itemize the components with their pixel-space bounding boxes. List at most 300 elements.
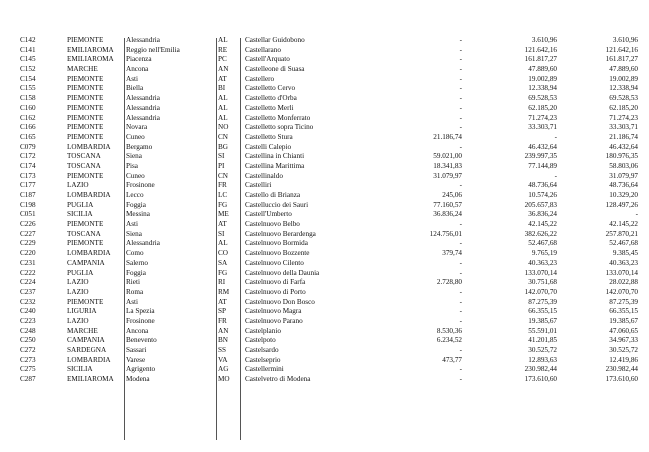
province-code-cell: BG — [218, 142, 228, 151]
value-1-cell: - — [459, 287, 462, 296]
value-2-cell: 66.355,15 — [528, 307, 557, 316]
region-cell: PIEMONTE — [67, 239, 104, 248]
value-3-cell: 180.976,35 — [605, 152, 638, 161]
region-cell: EMILIAROMA — [67, 45, 114, 54]
istat-code-cell: C226 — [20, 220, 36, 229]
istat-code-cell: C287 — [20, 375, 36, 384]
province-cell: Siena — [126, 152, 142, 161]
municipality-cell: Castelletto Stura — [245, 132, 293, 141]
province-code-cell: AG — [218, 365, 229, 374]
istat-code-cell: C173 — [20, 171, 36, 180]
region-cell: CAMPANIA — [67, 336, 105, 345]
value-2-cell: 173.610,60 — [524, 375, 557, 384]
province-cell: Varese — [126, 355, 146, 364]
value-3-cell: 21.186,74 — [609, 132, 638, 141]
table-row — [0, 375, 649, 385]
table-row — [0, 65, 649, 75]
table-row — [0, 210, 649, 220]
value-2-cell: 77.144,89 — [528, 161, 557, 170]
value-1-cell: - — [459, 181, 462, 190]
municipality-cell: Castelliri — [245, 181, 272, 190]
province-cell: Siena — [126, 229, 142, 238]
value-1-cell: - — [459, 142, 462, 151]
istat-code-cell: C275 — [20, 365, 36, 374]
province-cell: Foggia — [126, 268, 146, 277]
municipality-cell: Castelnuovo Parano — [245, 316, 303, 325]
province-code-cell: BN — [218, 336, 228, 345]
province-code-cell: SS — [218, 346, 226, 354]
value-3-cell: 30.525,72 — [609, 346, 638, 354]
region-cell: LOMBARDIA — [67, 249, 111, 258]
istat-code-cell: C220 — [20, 249, 36, 258]
value-3-cell: 142.070,70 — [605, 287, 638, 296]
region-cell: PUGLIA — [67, 268, 94, 277]
value-2-cell: 41.201,85 — [528, 336, 557, 345]
province-cell: La Spezia — [126, 307, 155, 316]
province-cell: Reggio nell'Emilia — [126, 45, 180, 54]
istat-code-cell: C145 — [20, 55, 36, 64]
municipality-cell: Castelnuovo Belbo — [245, 220, 300, 229]
table-row — [0, 249, 649, 259]
municipality-cell: Castelletto d'Orba — [245, 94, 297, 103]
municipality-cell: Castelletto Merli — [245, 103, 294, 112]
table-row — [0, 259, 649, 269]
region-cell: MARCHE — [67, 65, 98, 74]
municipality-cell: Castelnuovo Don Bosco — [245, 297, 315, 306]
province-cell: Ancona — [126, 326, 149, 335]
istat-code-cell: C051 — [20, 210, 36, 219]
region-cell: MARCHE — [67, 326, 98, 335]
municipality-cell: Castell'Umberto — [245, 210, 292, 219]
value-3-cell: 10.329,20 — [609, 191, 638, 199]
value-1-cell: 8.530,36 — [436, 326, 462, 335]
istat-code-cell: C198 — [20, 200, 36, 209]
value-2-cell: 40.363,23 — [528, 258, 557, 267]
value-2-cell: 239.997,35 — [524, 152, 557, 161]
province-code-cell: FG — [218, 268, 228, 277]
value-3-cell: 52.467,68 — [609, 239, 638, 248]
value-3-cell: 9.385,45 — [612, 249, 638, 258]
province-code-cell: CN — [218, 171, 228, 180]
province-code-cell: AT — [218, 297, 227, 306]
table-row — [0, 114, 649, 124]
table-row — [0, 365, 649, 375]
province-cell: Biella — [126, 84, 144, 93]
municipality-cell: Castellarano — [245, 45, 281, 54]
table-row — [0, 181, 649, 191]
region-cell: LOMBARDIA — [67, 355, 111, 364]
province-code-cell: CN — [218, 132, 228, 141]
table-row — [0, 143, 649, 153]
value-1-cell: - — [459, 375, 462, 384]
value-3-cell: 47.060,65 — [609, 326, 638, 335]
istat-code-cell: C232 — [20, 297, 36, 306]
region-cell: PIEMONTE — [67, 171, 104, 180]
istat-code-cell: C154 — [20, 74, 36, 83]
value-2-cell: 142.070,70 — [524, 287, 557, 296]
istat-code-cell: C155 — [20, 84, 36, 93]
table-row — [0, 230, 649, 240]
province-cell: Roma — [126, 287, 144, 296]
value-1-cell: - — [459, 55, 462, 64]
value-1-cell: 6.234,52 — [436, 336, 462, 345]
province-code-cell: RI — [218, 278, 226, 287]
municipality-cell: Castelnuovo di Farfa — [245, 278, 306, 287]
municipality-cell: Castelsardo — [245, 346, 279, 354]
value-3-cell: 19.385,67 — [609, 316, 638, 325]
province-cell: Salerno — [126, 258, 148, 267]
table-row — [0, 336, 649, 346]
value-1-cell: - — [459, 74, 462, 83]
table-row — [0, 133, 649, 143]
table-row — [0, 220, 649, 230]
value-3-cell: 12.338,94 — [609, 84, 638, 93]
table-row — [0, 356, 649, 366]
municipality-cell: Castelleone di Suasa — [245, 65, 305, 74]
municipality-cell: Castelletto sopra Ticino — [245, 123, 314, 132]
region-cell: LIGURIA — [67, 307, 97, 316]
province-cell: Lecco — [126, 191, 144, 199]
province-cell: Benevento — [126, 336, 157, 345]
region-cell: PIEMONTE — [67, 74, 104, 83]
value-2-cell: 36.836,24 — [528, 210, 557, 219]
value-3-cell: 46.432,64 — [609, 142, 638, 151]
province-cell: Frosinone — [126, 181, 155, 190]
region-cell: PIEMONTE — [67, 84, 104, 93]
municipality-cell: Castelnuovo Magra — [245, 307, 302, 316]
province-cell: Frosinone — [126, 316, 155, 325]
province-code-cell: LC — [218, 191, 228, 199]
istat-code-cell: C227 — [20, 229, 36, 238]
province-cell: Asti — [126, 220, 138, 229]
value-1-cell: 31.079,97 — [433, 171, 462, 180]
value-3-cell: 31.079,97 — [609, 171, 638, 180]
value-3-cell: 128.497,26 — [605, 200, 638, 209]
province-code-cell: AL — [218, 239, 228, 248]
value-1-cell: - — [459, 220, 462, 229]
value-3-cell: 66.355,15 — [609, 307, 638, 316]
value-1-cell: 473,77 — [442, 355, 462, 364]
province-cell: Como — [126, 249, 144, 258]
province-cell: Alessandria — [126, 103, 160, 112]
municipality-cell: Castelnuovo Bozzente — [245, 249, 310, 258]
value-3-cell: 34.967,33 — [609, 336, 638, 345]
istat-code-cell: C152 — [20, 65, 36, 74]
province-code-cell: AT — [218, 74, 227, 83]
value-2-cell: 42.145,22 — [528, 220, 557, 229]
table-row — [0, 307, 649, 317]
value-2-cell: 3.610,96 — [531, 36, 557, 44]
value-3-cell: 28.022,88 — [609, 278, 638, 287]
province-cell: Agrigento — [126, 365, 156, 374]
value-1-cell: - — [459, 113, 462, 122]
municipality-cell: Castello di Brianza — [245, 191, 301, 199]
istat-code-cell: C272 — [20, 346, 36, 354]
value-3-cell: 33.303,71 — [609, 123, 638, 132]
table-row — [0, 172, 649, 182]
region-cell: PIEMONTE — [67, 123, 104, 132]
province-cell: Asti — [126, 74, 138, 83]
value-1-cell: - — [459, 103, 462, 112]
value-3-cell: 3.610,96 — [612, 36, 638, 44]
table-row — [0, 288, 649, 298]
value-2-cell: 30.751,68 — [528, 278, 557, 287]
value-2-cell: 230.982,44 — [524, 365, 557, 374]
table-row — [0, 55, 649, 65]
value-2-cell: 121.642,16 — [524, 45, 557, 54]
province-code-cell: AN — [218, 65, 229, 74]
value-1-cell: - — [459, 123, 462, 132]
value-2-cell: 47.889,60 — [528, 65, 557, 74]
province-cell: Sassari — [126, 346, 147, 354]
value-2-cell: - — [554, 132, 557, 141]
value-2-cell: 55.591,01 — [528, 326, 557, 335]
region-cell: TOSCANA — [67, 161, 101, 170]
region-cell: LOMBARDIA — [67, 191, 111, 199]
province-cell: Piacenza — [126, 55, 152, 64]
value-1-cell: 59.021,00 — [433, 152, 462, 161]
province-cell: Messina — [126, 210, 150, 219]
table-row — [0, 327, 649, 337]
municipality-cell: Castelseprio — [245, 355, 281, 364]
value-2-cell: 48.736,64 — [528, 181, 557, 190]
region-cell: PIEMONTE — [67, 297, 104, 306]
table-row — [0, 346, 649, 356]
region-cell: SICILIA — [67, 210, 93, 219]
value-1-cell: - — [459, 65, 462, 74]
value-1-cell: - — [459, 36, 462, 44]
value-1-cell: - — [459, 94, 462, 103]
municipality-cell: Castelli Calepio — [245, 142, 292, 151]
province-code-cell: AT — [218, 220, 227, 229]
value-1-cell: 36.836,24 — [433, 210, 462, 219]
province-code-cell: SI — [218, 229, 225, 238]
value-3-cell: 121.642,16 — [605, 45, 638, 54]
istat-code-cell: C141 — [20, 45, 36, 54]
value-3-cell: 62.185,20 — [609, 103, 638, 112]
municipality-cell: Castell'Arquato — [245, 55, 290, 64]
province-code-cell: AL — [218, 113, 228, 122]
province-cell: Rieti — [126, 278, 140, 287]
istat-code-cell: C248 — [20, 326, 36, 335]
province-cell: Alessandria — [126, 94, 160, 103]
value-1-cell: - — [459, 365, 462, 374]
value-3-cell: 71.274,23 — [609, 113, 638, 122]
istat-code-cell: C223 — [20, 316, 36, 325]
province-cell: Asti — [126, 297, 138, 306]
value-1-cell: - — [459, 297, 462, 306]
istat-code-cell: C240 — [20, 307, 36, 316]
value-2-cell: 19.002,89 — [528, 74, 557, 83]
value-2-cell: 71.274,23 — [528, 113, 557, 122]
region-cell: CAMPANIA — [67, 258, 105, 267]
table-row — [0, 84, 649, 94]
value-3-cell: 42.145,22 — [609, 220, 638, 229]
value-1-cell: 18.341,83 — [433, 161, 462, 170]
istat-code-cell: C222 — [20, 268, 36, 277]
region-cell: TOSCANA — [67, 229, 101, 238]
value-2-cell: 382.626,22 — [524, 229, 557, 238]
value-1-cell: - — [459, 45, 462, 54]
municipality-cell: Castelnuovo Bormida — [245, 239, 308, 248]
table-row — [0, 75, 649, 85]
value-1-cell: - — [459, 268, 462, 277]
province-code-cell: FG — [218, 200, 228, 209]
province-code-cell: NO — [218, 123, 229, 132]
value-1-cell: 124.756,01 — [429, 229, 462, 238]
istat-code-cell: C174 — [20, 161, 36, 170]
province-cell: Novara — [126, 123, 148, 132]
province-code-cell: PC — [218, 55, 227, 64]
value-2-cell: 46.432,64 — [528, 142, 557, 151]
istat-code-cell: C237 — [20, 287, 36, 296]
region-cell: PUGLIA — [67, 200, 94, 209]
value-1-cell: 245,06 — [442, 191, 462, 199]
value-3-cell: 161.817,27 — [605, 55, 638, 64]
table-row — [0, 269, 649, 279]
municipality-cell: Castelplanio — [245, 326, 281, 335]
value-3-cell: 19.002,89 — [609, 74, 638, 83]
municipality-cell: Castellina in Chianti — [245, 152, 305, 161]
value-1-cell: 379,74 — [442, 249, 462, 258]
istat-code-cell: C162 — [20, 113, 36, 122]
province-cell: Alessandria — [126, 239, 160, 248]
value-2-cell: 133.070,14 — [524, 268, 557, 277]
table-row — [0, 46, 649, 56]
value-2-cell: 161.817,27 — [524, 55, 557, 64]
province-cell: Ancona — [126, 65, 149, 74]
value-3-cell: 257.870,21 — [605, 229, 638, 238]
municipality-cell: Castelnuovo Cilento — [245, 258, 304, 267]
value-3-cell: 173.610,60 — [605, 375, 638, 384]
value-3-cell: 40.363,23 — [609, 258, 638, 267]
value-2-cell: 62.185,20 — [528, 103, 557, 112]
province-code-cell: MO — [218, 375, 230, 384]
municipality-cell: Castelletto Monferrato — [245, 113, 311, 122]
istat-code-cell: C142 — [20, 36, 36, 44]
value-2-cell: 69.528,53 — [528, 94, 557, 103]
table-row — [0, 239, 649, 249]
province-code-cell: BI — [218, 84, 226, 93]
istat-code-cell: C172 — [20, 152, 36, 161]
municipality-cell: Castelnuovo di Porto — [245, 287, 306, 296]
province-code-cell: SI — [218, 152, 225, 161]
value-1-cell: - — [459, 239, 462, 248]
value-2-cell: 52.467,68 — [528, 239, 557, 248]
table-row — [0, 94, 649, 104]
province-cell: Cuneo — [126, 132, 145, 141]
value-3-cell: - — [635, 210, 638, 219]
municipality-cell: Castellinaldo — [245, 171, 283, 180]
value-1-cell: - — [459, 316, 462, 325]
province-cell: Cuneo — [126, 171, 145, 180]
region-cell: PIEMONTE — [67, 103, 104, 112]
municipality-cell: Castelnuovo Berardenga — [245, 229, 316, 238]
istat-code-cell: C273 — [20, 355, 36, 364]
municipality-cell: Castelluccio dei Sauri — [245, 200, 309, 209]
region-cell: LAZIO — [67, 287, 89, 296]
region-cell: EMILIAROMA — [67, 55, 114, 64]
table-row — [0, 278, 649, 288]
region-cell: PIEMONTE — [67, 113, 104, 122]
table-row — [0, 104, 649, 114]
province-code-cell: VA — [218, 355, 228, 364]
istat-code-cell: C160 — [20, 103, 36, 112]
province-code-cell: AL — [218, 36, 228, 44]
table-row — [0, 191, 649, 201]
value-2-cell: 30.525,72 — [528, 346, 557, 354]
value-1-cell: - — [459, 258, 462, 267]
istat-code-cell: C229 — [20, 239, 36, 248]
value-1-cell: - — [459, 307, 462, 316]
region-cell: SARDEGNA — [67, 346, 107, 354]
value-2-cell: 9.765,19 — [531, 249, 557, 258]
istat-code-cell: C224 — [20, 278, 36, 287]
municipality-cell: Castelnuovo della Daunia — [245, 268, 320, 277]
province-code-cell: SA — [218, 258, 228, 267]
istat-code-cell: C231 — [20, 258, 36, 267]
region-cell: LAZIO — [67, 278, 89, 287]
value-3-cell: 48.736,64 — [609, 181, 638, 190]
value-1-cell: 21.186,74 — [433, 132, 462, 141]
province-code-cell: PI — [218, 161, 225, 170]
province-cell: Pisa — [126, 161, 138, 170]
value-1-cell: - — [459, 346, 462, 354]
region-cell: PIEMONTE — [67, 132, 104, 141]
province-code-cell: CO — [218, 249, 228, 258]
region-cell: LAZIO — [67, 181, 89, 190]
istat-code-cell: C079 — [20, 142, 36, 151]
region-cell: PIEMONTE — [67, 36, 104, 44]
table-row — [0, 152, 649, 162]
province-code-cell: RE — [218, 45, 228, 54]
value-2-cell: 205.657,83 — [524, 200, 557, 209]
province-code-cell: SP — [218, 307, 226, 316]
value-2-cell: 10.574,26 — [528, 191, 557, 199]
istat-code-cell: C165 — [20, 132, 36, 141]
region-cell: SICILIA — [67, 365, 93, 374]
province-code-cell: FR — [218, 181, 227, 190]
region-cell: LOMBARDIA — [67, 142, 111, 151]
province-cell: Alessandria — [126, 113, 160, 122]
municipality-cell: Castellermini — [245, 365, 284, 374]
istat-code-cell: C250 — [20, 336, 36, 345]
table-row — [0, 162, 649, 172]
municipality-cell: Castellar Guidobono — [245, 36, 305, 44]
value-2-cell: 19.385,67 — [528, 316, 557, 325]
value-2-cell: 33.303,71 — [528, 123, 557, 132]
value-1-cell: 77.160,57 — [433, 200, 462, 209]
province-code-cell: FR — [218, 316, 227, 325]
province-code-cell: AL — [218, 94, 228, 103]
table-row — [0, 201, 649, 211]
municipality-cell: Castelpoto — [245, 336, 276, 345]
istat-code-cell: C158 — [20, 94, 36, 103]
province-cell: Foggia — [126, 200, 146, 209]
table-row — [0, 317, 649, 327]
province-cell: Bergamo — [126, 142, 153, 151]
municipality-cell: Castellero — [245, 74, 275, 83]
province-code-cell: RM — [218, 287, 230, 296]
municipality-table — [0, 36, 649, 385]
value-1-cell: 2.728,80 — [436, 278, 462, 287]
table-row — [0, 123, 649, 133]
value-3-cell: 47.889,60 — [609, 65, 638, 74]
province-code-cell: ME — [218, 210, 229, 219]
region-cell: PIEMONTE — [67, 220, 104, 229]
value-1-cell: - — [459, 84, 462, 93]
value-2-cell: - — [554, 171, 557, 180]
